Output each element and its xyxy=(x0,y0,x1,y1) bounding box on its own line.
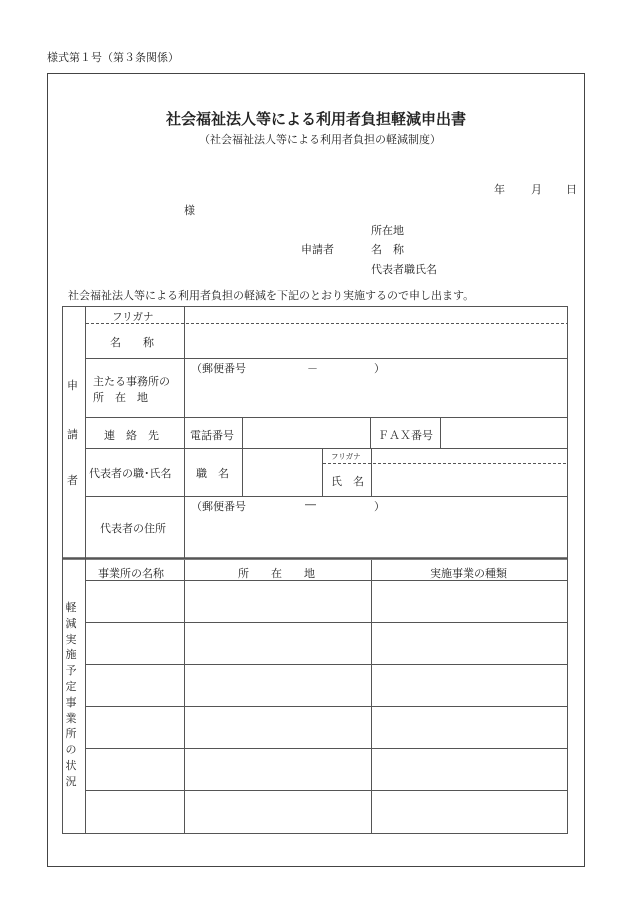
header-facility-name: 事業所の名称 xyxy=(98,567,164,580)
job-title-value-cell[interactable] xyxy=(244,450,321,495)
name-value-cell[interactable] xyxy=(186,325,566,357)
facility-row-3[interactable] xyxy=(86,665,567,706)
phone-label: 電話番号 xyxy=(190,429,234,442)
form-subtitle: （社会福祉法人等による利用者負担の軽減制度） xyxy=(199,133,441,146)
side-char: 業 xyxy=(65,711,77,725)
facility-row-5[interactable] xyxy=(86,749,567,790)
fax-value-cell[interactable] xyxy=(442,419,566,447)
facility-row-2[interactable] xyxy=(86,623,567,664)
side-label-applicant-2: 請 xyxy=(67,428,78,441)
rep-title-name-label: 代表者の職･氏名 xyxy=(89,467,172,480)
facility-side-label xyxy=(64,600,78,790)
location-label: 所在地 xyxy=(371,224,404,237)
office-postal-dash: － xyxy=(307,362,318,375)
applicant-label: 申請者 xyxy=(301,243,334,256)
rep-postal-close: ） xyxy=(374,500,385,513)
side-char: 減 xyxy=(65,616,77,630)
side-char: 軽 xyxy=(65,601,77,614)
side-char: 施 xyxy=(65,648,77,662)
furigana-label: フリガナ xyxy=(112,311,154,323)
side-label-applicant-3: 者 xyxy=(67,474,78,487)
side-char: 況 xyxy=(65,774,77,788)
rep-address-cell[interactable] xyxy=(186,514,566,557)
side-label-applicant-1: 申 xyxy=(67,379,78,392)
office-address-cell[interactable] xyxy=(186,376,566,416)
person-name-label: 氏 名 xyxy=(331,475,364,488)
contact-label: 連 絡 先 xyxy=(104,429,159,442)
side-char: の xyxy=(65,743,77,757)
date-day-label: 日 xyxy=(566,183,577,196)
header-location: 所 在 地 xyxy=(238,567,315,580)
side-char: 所 xyxy=(65,727,77,741)
job-title-label: 職 名 xyxy=(196,467,229,480)
facility-row-1[interactable] xyxy=(86,581,567,622)
side-char: 定 xyxy=(65,679,77,693)
form-number: 様式第１号（第３条関係） xyxy=(47,51,179,64)
side-char: 事 xyxy=(65,695,77,709)
representative-label: 代表者職氏名 xyxy=(371,263,437,276)
fax-label: ＦＡＸ番号 xyxy=(378,429,433,442)
phone-value-cell[interactable] xyxy=(244,419,369,447)
date-month-label: 月 xyxy=(531,183,542,196)
main-office-label-2: 所 在 地 xyxy=(93,391,148,404)
rep-address-label: 代表者の住所 xyxy=(100,522,166,535)
person-name-value-cell[interactable] xyxy=(373,465,566,495)
main-office-label-1: 主たる事務所の xyxy=(93,375,170,388)
furigana-small-label: フリガナ xyxy=(331,452,361,461)
org-name-label: 名 称 xyxy=(371,243,404,256)
side-char: 状 xyxy=(65,758,77,772)
name-label: 名 称 xyxy=(110,336,154,349)
facility-row-4[interactable] xyxy=(86,707,567,748)
facility-row-6[interactable] xyxy=(86,791,567,832)
side-char: 実 xyxy=(65,632,77,646)
rep-postal-dash: ― xyxy=(305,498,316,511)
intro-text: 社会福祉法人等による利用者負担の軽減を下記のとおり実施するので申し出ます。 xyxy=(68,289,475,302)
rep-postal-prefix: （郵便番号 xyxy=(191,500,246,513)
addressee-sama: 様 xyxy=(184,204,195,217)
header-service-type: 実施事業の種類 xyxy=(430,567,507,580)
form-title: 社会福祉法人等による利用者負担軽減申出書 xyxy=(165,110,467,128)
office-postal-close: ） xyxy=(374,362,385,375)
office-postal-prefix: （郵便番号 xyxy=(191,362,246,375)
side-char: 予 xyxy=(65,664,77,678)
date-year-label: 年 xyxy=(494,183,505,196)
